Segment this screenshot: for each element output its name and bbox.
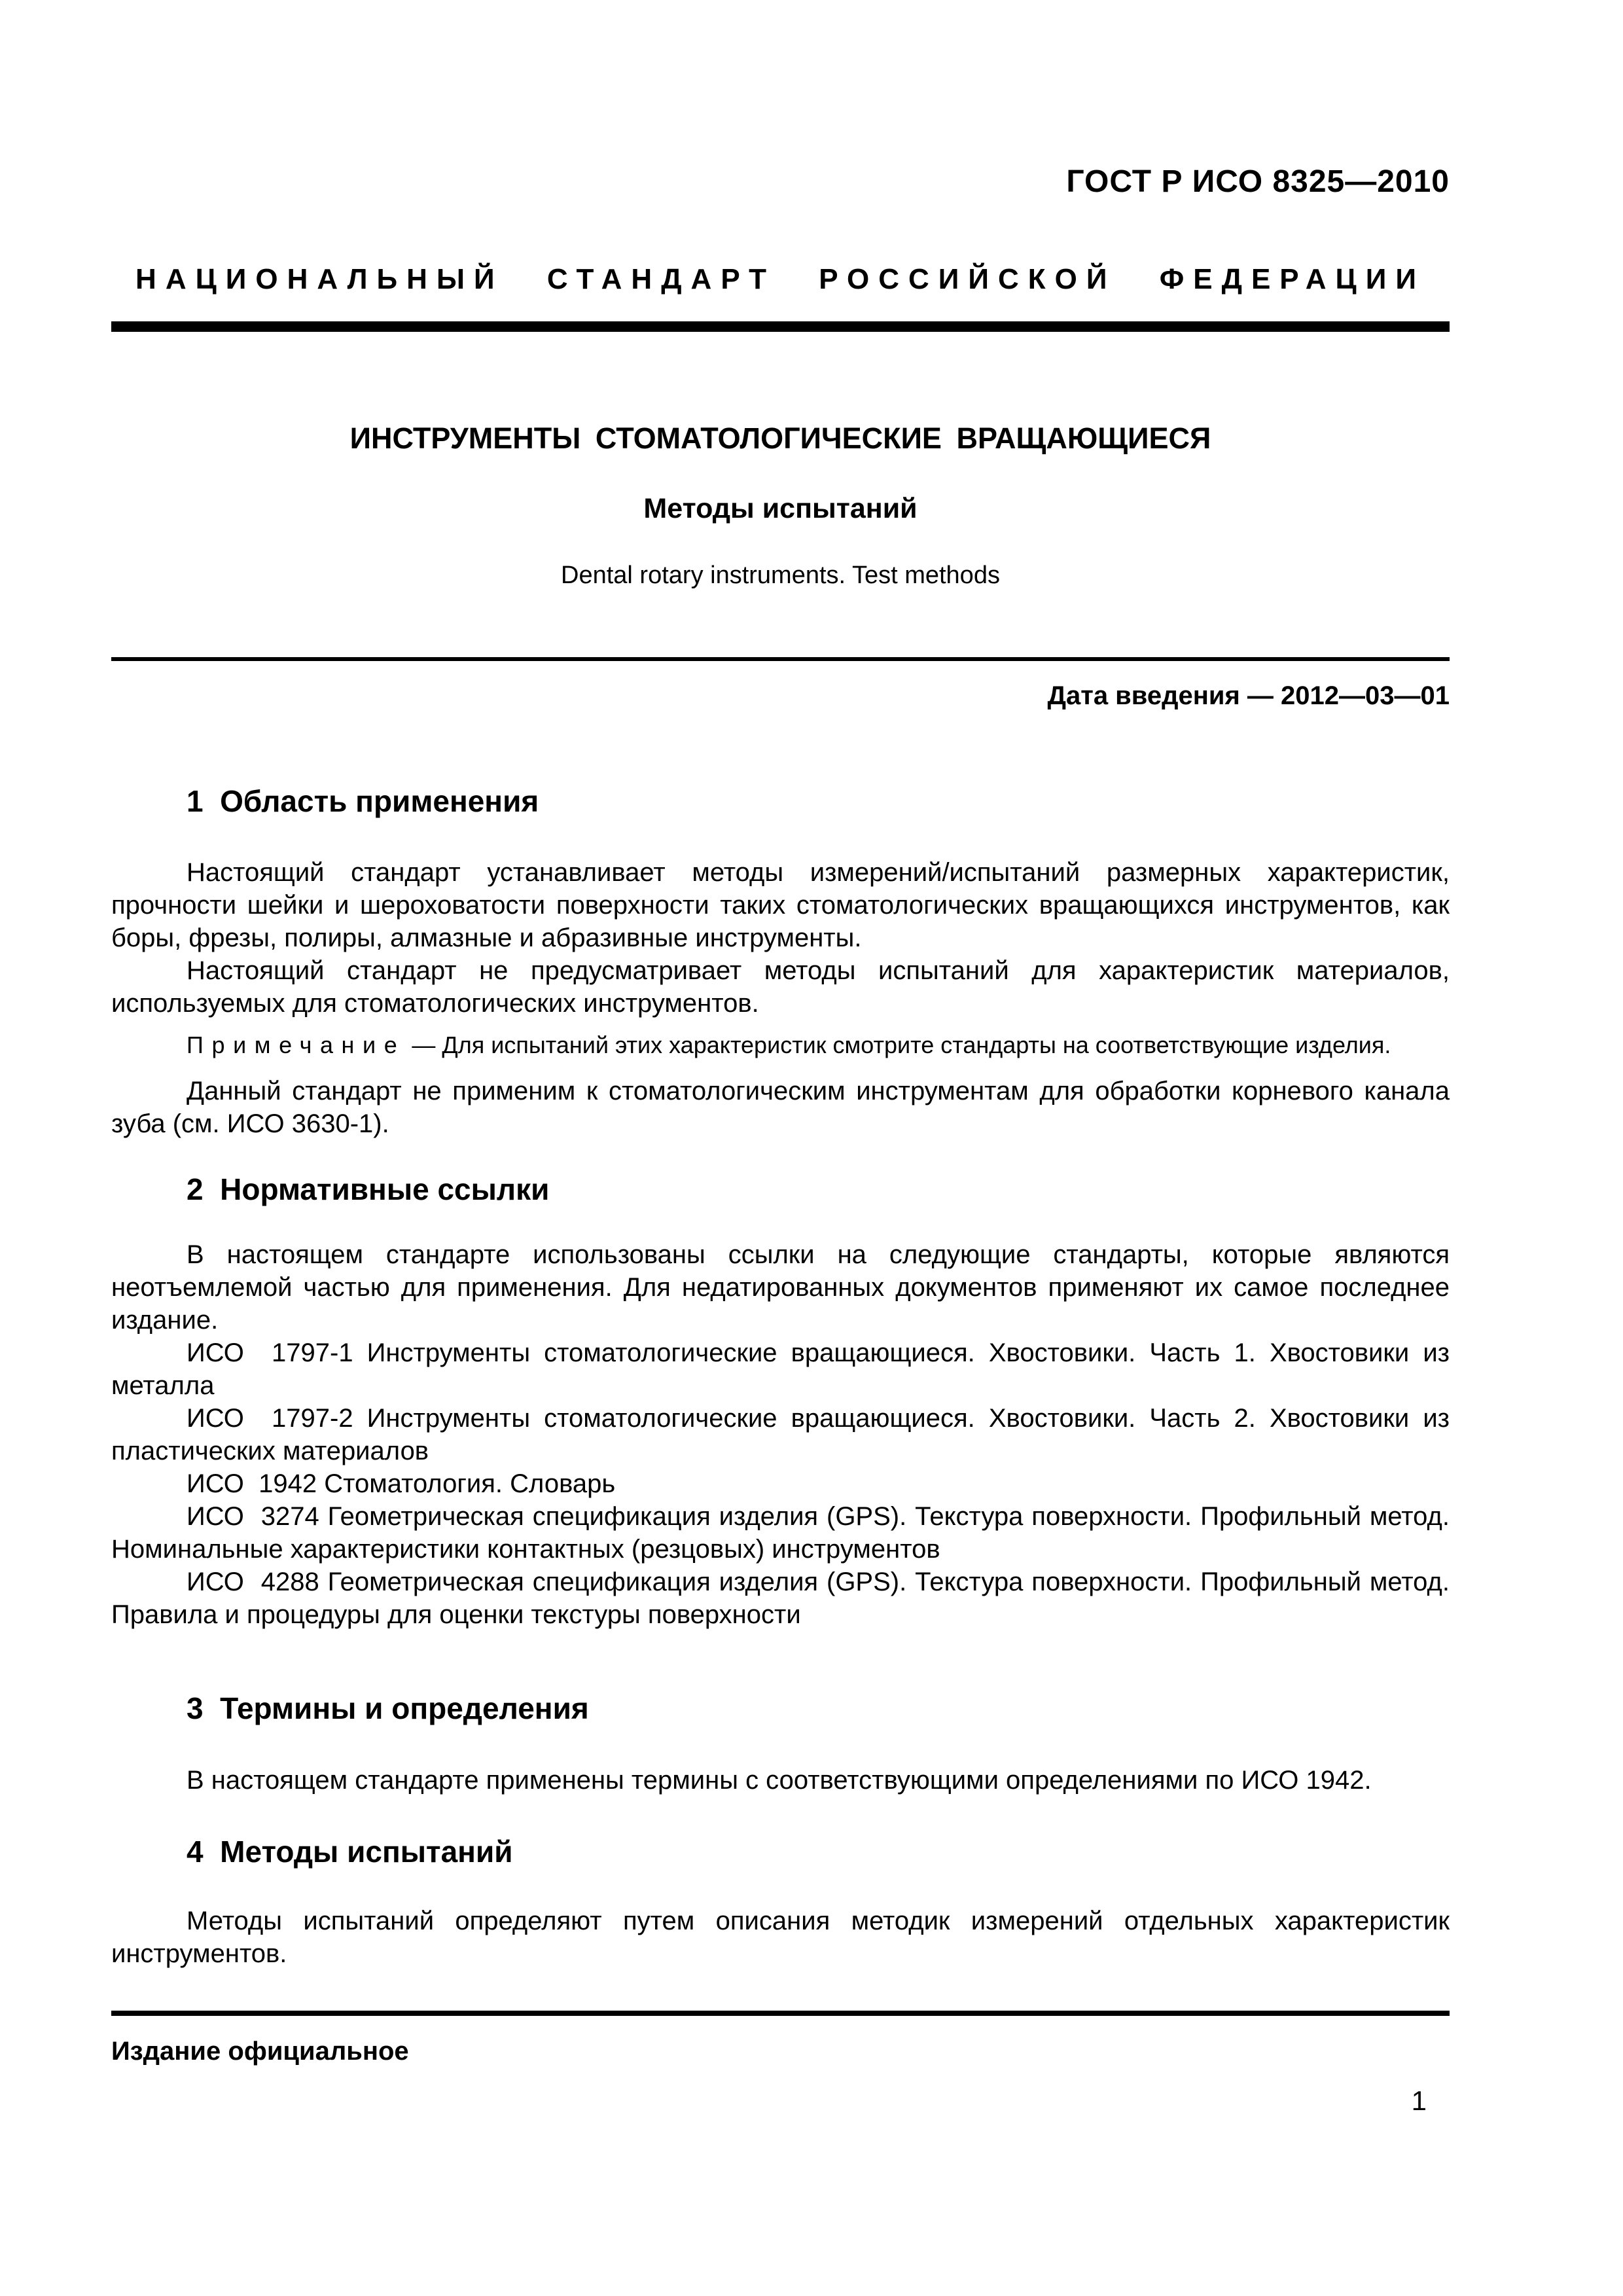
header-divider-bar bbox=[111, 321, 1450, 332]
paragraph-scope-2: Настоящий стандарт не предусматривает методы испытаний для характеристик материалов, используемых для стоматологических инструментов. bbox=[111, 956, 1450, 1018]
note-paragraph bbox=[111, 1030, 1450, 1060]
doc-code: ГОСТ Р ИСО 8325—2010 bbox=[1066, 164, 1450, 199]
reference-item: ИСО 4288 Геометрическая спецификация изделия (GPS). Текстура поверхности. Профильный метод. Правила и процедуры для оценки текстуры поверхности bbox=[111, 1568, 1450, 1629]
paragraph-methods: Методы испытаний определяют путем описания методик измерений отдельных характеристик инструментов. bbox=[111, 1907, 1450, 1968]
footer-divider-rule bbox=[111, 2011, 1450, 2016]
paragraph-terms: В настоящем стандарте применены термины с соответствующими определениями по ИСО 1942. bbox=[187, 1766, 1372, 1795]
reference-item: ИСО 1797-2 Инструменты стоматологические вращающиеся. Хвостовики. Часть 2. Хвостовики из пластических материалов bbox=[111, 1404, 1450, 1465]
doc-subtitle-en: Dental rotary instruments. Test methods bbox=[561, 562, 1000, 589]
paragraph-scope-3: Данный стандарт не применим к стоматологическим инструментам для обработки корневого канала зуба (см. ИСО 3630-1). bbox=[111, 1077, 1450, 1138]
section-1-heading: 1 Область применения bbox=[187, 784, 539, 818]
reference-item: ИСО 3274 Геометрическая спецификация изделия (GPS). Текстура поверхности. Профильный метод. Номинальные характеристики контактных (резцовых) инструментов bbox=[111, 1502, 1450, 1564]
note-label: Примечание bbox=[187, 1031, 406, 1058]
doc-title-ru: ИНСТРУМЕНТЫ СТОМАТОЛОГИЧЕСКИЕ ВРАЩАЮЩИЕСЯ bbox=[349, 422, 1211, 455]
section-2-heading: 2 Нормативные ссылки bbox=[187, 1172, 550, 1206]
page-number: 1 bbox=[1411, 2085, 1427, 2116]
reference-item: ИСО 1942 Стоматология. Словарь bbox=[187, 1469, 616, 1498]
title-divider-rule bbox=[111, 657, 1450, 661]
edition-note: Издание официальное bbox=[111, 2037, 409, 2066]
paragraph-refs-intro: В настоящем стандарте использованы ссылки на следующие стандарты, которые являются неотъемлемой частью для применения. Для недатированных документов применяют их самое последнее издание. bbox=[111, 1240, 1450, 1335]
section-2-body bbox=[111, 1238, 1450, 1631]
section-4-heading: 4 Методы испытаний bbox=[187, 1835, 513, 1869]
section-3-body bbox=[111, 1764, 1450, 1797]
section-3-heading: 3 Термины и определения bbox=[187, 1691, 589, 1725]
section-1-body-2 bbox=[111, 1075, 1450, 1140]
effective-date: Дата введения — 2012—03—01 bbox=[1047, 681, 1450, 710]
standard-name: НАЦИОНАЛЬНЫЙ СТАНДАРТ РОССИЙСКОЙ ФЕДЕРАЦИИ bbox=[135, 263, 1425, 295]
section-1-body bbox=[111, 856, 1450, 1020]
paragraph-scope-1: Настоящий стандарт устанавливает методы измерений/испытаний размерных характеристик, прочности шейки и шероховатости поверхности таких стоматологических вращающихся инструментов, как боры, фрезы, полиры, алмазные и абразивные инструменты. bbox=[111, 858, 1450, 952]
note-text: — Для испытаний этих характеристик смотрите стандарты на соответствующие изделия. bbox=[412, 1031, 1391, 1058]
doc-subtitle-ru: Методы испытаний bbox=[643, 493, 918, 524]
reference-item: ИСО 1797-1 Инструменты стоматологические вращающиеся. Хвостовики. Часть 1. Хвостовики из металла bbox=[111, 1338, 1450, 1400]
section-4-body bbox=[111, 1905, 1450, 1970]
